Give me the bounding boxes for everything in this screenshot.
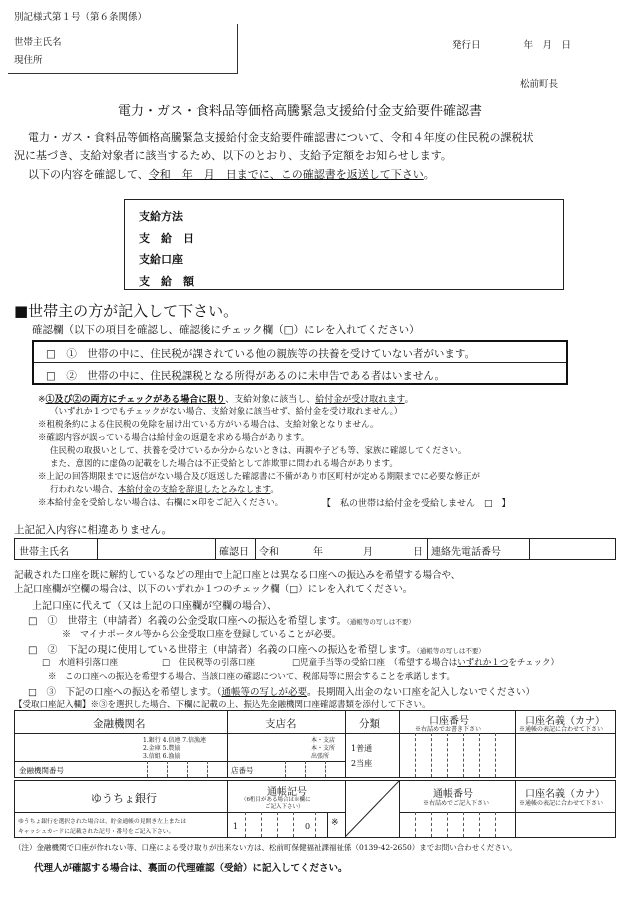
decline-checkbox[interactable]: 【 私の世帯は給付金を受給しません □ 】	[322, 499, 511, 509]
branch-kinds-3: 出張所	[311, 753, 330, 760]
bank-code-label: 金融機関番号	[19, 766, 64, 775]
tax-account-option[interactable]: □ 住民税等の引落口座	[162, 658, 256, 668]
option-1-note: ※ マイナポータル等から公金受取口座を登録していることが必要。	[62, 630, 341, 640]
bank-table	[14, 710, 616, 778]
intro-line1: 電力・ガス・食料品等価格高騰緊急支援給付金支給要件確認書について、令和４年度の住民税の課税状	[28, 131, 534, 144]
payment-amount: 支 給 額	[139, 275, 194, 288]
form-label: 別記様式第１号（第６条関係）	[14, 12, 148, 23]
passbook-symbol-sub2: ご記入下さい）	[265, 804, 304, 810]
passbook-number-header: 通帳番号	[433, 789, 473, 800]
water-account-option[interactable]: □ 水道料引落口座	[42, 658, 119, 668]
address-label: 現住所	[14, 55, 43, 66]
yucho-table	[14, 780, 616, 838]
intro-line3-pre: 以下の内容を確認して、	[28, 168, 149, 181]
option-3[interactable]	[28, 684, 535, 698]
issue-date-units: 年 月 日	[523, 40, 572, 51]
note-3-sub1: 住民税の取扱いとして、扶養を受けているか分からないときは、両親や子ども等、家族に確認してください。	[50, 446, 467, 456]
branch-kinds-2: 本・支所	[311, 745, 336, 752]
account-section-label: 【受取口座記入欄】※③を選択した場合、下欄に記載の上、振込先金融機関口座確認書類を添付して下さい。	[14, 700, 431, 710]
note-4-sub	[50, 483, 279, 495]
issue-date-label: 発行日	[452, 40, 481, 51]
account-number-sub: ※右詰めでお書き下さい	[415, 726, 482, 733]
account-number-header: 口座番号	[429, 716, 469, 727]
holder-input[interactable]	[517, 735, 613, 775]
note-1-emphasis: ①及び②の両方にチェックがある場合に限り	[45, 395, 226, 405]
section1-heading: ■世帯主の方が記入して下さい。	[14, 302, 239, 320]
note-4-sub-pre: 行われない場合、	[50, 485, 119, 495]
account-line2: 上記口座欄が空欄の場合は、以下のいずれか１つのチェック欄（□）にレを入れてください。	[14, 584, 413, 595]
confirm-date-label: 確認日	[219, 547, 249, 558]
footer-note: （注）金融機関で口座が作れない等、口座による受け取りが出来ない方は、松前町保健福祉課福祉係（0139-42-2650）までお問い合わせください。	[14, 843, 517, 852]
payment-box	[124, 199, 564, 290]
note-1-receive: 給付金が受け取れます	[315, 395, 405, 405]
note-3-sub2: また、意図的に虚偽の記載をした場合は不正受給として詐欺罪に問われる場合があります。	[50, 459, 398, 469]
holder-sub: ※通帳の表記に合わせて下さい	[519, 726, 604, 733]
year-label: 年	[313, 547, 323, 558]
note-1-mark: ※	[38, 395, 46, 405]
householder-name-input[interactable]	[99, 540, 213, 558]
payment-account: 支給口座	[139, 253, 183, 266]
symbol-digit-1: 1	[233, 822, 239, 831]
issuer: 松前町長	[520, 79, 559, 90]
option-1-small: （通帳等の写しは不要）	[346, 618, 415, 626]
note-1	[38, 392, 414, 405]
agreement-householder-label: 世帯主氏名	[19, 547, 69, 558]
reiwa-label: 令和	[259, 547, 279, 558]
child-allowance-one: いずれか１つ	[457, 658, 509, 668]
child-allowance-label: □児童手当等の受給口座 （希望する場合は	[292, 658, 458, 668]
branch-kinds-1: 本・支店	[311, 737, 336, 744]
note-1-end: 。	[404, 395, 414, 405]
yucho-holder-header: 口座名義（カナ）	[525, 789, 605, 800]
agreement-heading: 上記記入内容に相違ありません。	[14, 524, 173, 536]
holder-header: 口座名義（カナ）	[525, 716, 605, 727]
yucho-holder-sub: ※通帳の表記に合わせて下さい	[519, 800, 604, 807]
type-checking[interactable]: 2当座	[351, 759, 373, 768]
option-1-label: □ ① 世帯主（申請者）名義の公金受取口座への振込を希望します。	[28, 616, 347, 627]
bank-name-input[interactable]	[17, 735, 137, 759]
confirm-label: 確認欄（以下の項目を確認し、確認後にチェック欄（□）にレを入れてください）	[32, 324, 420, 336]
address-box	[8, 24, 238, 74]
yucho-note-1: ゆうちょ銀行を選択された場合は、貯金通帳の見開き左上または	[18, 819, 187, 825]
note-1-sub: （いずれか１つでもチェックがない場合、支給対象に該当せず、給付金を受け取れません。）	[50, 407, 403, 417]
note-5: ※本給付金を受給しない場合は、右欄に×印をご記入ください。	[38, 498, 284, 508]
sixth-digit-mark: ※	[331, 818, 339, 828]
passbook-number-sub: ※右詰めでご記入下さい	[423, 800, 490, 807]
child-allowance-option[interactable]	[292, 656, 559, 668]
option-3-post: 。長期間入出金のない口座を記入しないでください）	[306, 687, 535, 698]
confirm-item-1[interactable]: □ ① 世帯の中に、住民税が課されている他の親族等の扶養を受けていない者がいます。	[46, 348, 476, 360]
return-deadline: 令和 年 月 日までに、この確認書を返送して下さい	[148, 168, 424, 181]
note-4-decline: 本給付金の支給を辞退したとみなします	[118, 485, 271, 495]
option-2-small: （通帳等の写しは不要）	[416, 647, 485, 655]
option-3-copy: 通帳等の写しが必要	[221, 687, 307, 698]
account-line3: 上記口座に代えて（又は上記の口座欄が空欄の場合）、	[32, 601, 277, 612]
note-1-mid: 、支給対象に該当し、	[225, 395, 316, 405]
branch-name-header: 支店名	[265, 718, 297, 730]
branch-code-label: 店番号	[231, 766, 254, 775]
option-2-label: □ ② 下記の現に使用している世帯主（申請者）名義の口座への振込を希望します。	[28, 645, 417, 656]
month-label: 月	[363, 547, 373, 558]
intro-line3-post: 。	[423, 168, 435, 181]
passbook-symbol-header: 通帳記号	[267, 787, 307, 798]
account-line1: 記載された口座を既に解約しているなどの理由で上記口座とは異なる口座への振込みを希望する場合や、	[14, 570, 461, 581]
passbook-symbol-sub1: （6桁目がある場合は※欄に	[241, 797, 311, 803]
householder-label: 世帯主氏名	[14, 37, 62, 48]
option-2[interactable]	[28, 641, 485, 656]
option-3-pre: □ ③ 下記の口座への振込を希望します。（	[28, 687, 222, 698]
bank-kinds-1: 1.銀行 4.信連 7.信漁連	[143, 737, 206, 744]
note-2: ※租税条約による住民税の免除を届け出ている方がいる場合は、支給対象となりません。	[38, 420, 379, 430]
agreement-row	[14, 538, 616, 560]
type-header: 分類	[359, 718, 380, 730]
payment-method: 支給方法	[139, 210, 183, 223]
note-4-sub-post: 。	[270, 485, 279, 495]
document-title: 電力・ガス・食料品等価格高騰緊急支援給付金支給要件確認書	[118, 104, 483, 119]
bank-kinds-3: 3.信組 6.漁協	[143, 753, 181, 760]
note-4: ※上記の回答期限までに返信がない場合及び返送した確認書に不備があり市区町村が定める期限までに必要な修正が	[38, 472, 481, 482]
note-3: ※確認内容が誤っている場合は給付金の返還を求める場合があります。	[38, 433, 310, 443]
symbol-digit-0: 0	[305, 822, 311, 831]
confirm-box	[32, 340, 568, 385]
confirm-item-2[interactable]: □ ② 世帯の中に、住民税課税となる所得があるのに未申告である者はいません。	[46, 370, 446, 382]
yucho-note-2: キャッシュカードに記載された記号・番号をご記入下さい。	[18, 829, 175, 835]
yucho-holder-input[interactable]	[517, 814, 613, 835]
option-2-note: ※ この口座への振込を希望する場合、当該口座の確認について、税部局等に照会することを承諾します。	[48, 672, 455, 682]
yucho-title: ゆうちょ銀行	[91, 792, 157, 805]
intro-line3	[28, 166, 435, 182]
agent-note: 代理人が確認する場合は、裏面の代理確認（受給）に記入してください。	[34, 863, 348, 874]
type-ordinary[interactable]: 1普通	[351, 744, 373, 753]
phone-label: 連絡先電話番号	[431, 547, 501, 558]
option-1[interactable]	[28, 612, 415, 627]
diagonal-strike	[345, 781, 399, 837]
bank-kinds-2: 2.金庫 5.農協	[143, 745, 181, 752]
payment-date: 支 給 日	[139, 232, 194, 245]
day-label: 日	[413, 547, 423, 558]
issue-date	[452, 37, 571, 51]
intro-line2: 況に基づき、支給対象者に該当するため、以下のとおり、支給予定額をお知らせします。	[14, 149, 452, 162]
phone-input[interactable]	[531, 540, 615, 558]
child-allowance-post: をチェック）	[508, 658, 560, 668]
bank-name-header: 金融機関名	[93, 718, 146, 730]
